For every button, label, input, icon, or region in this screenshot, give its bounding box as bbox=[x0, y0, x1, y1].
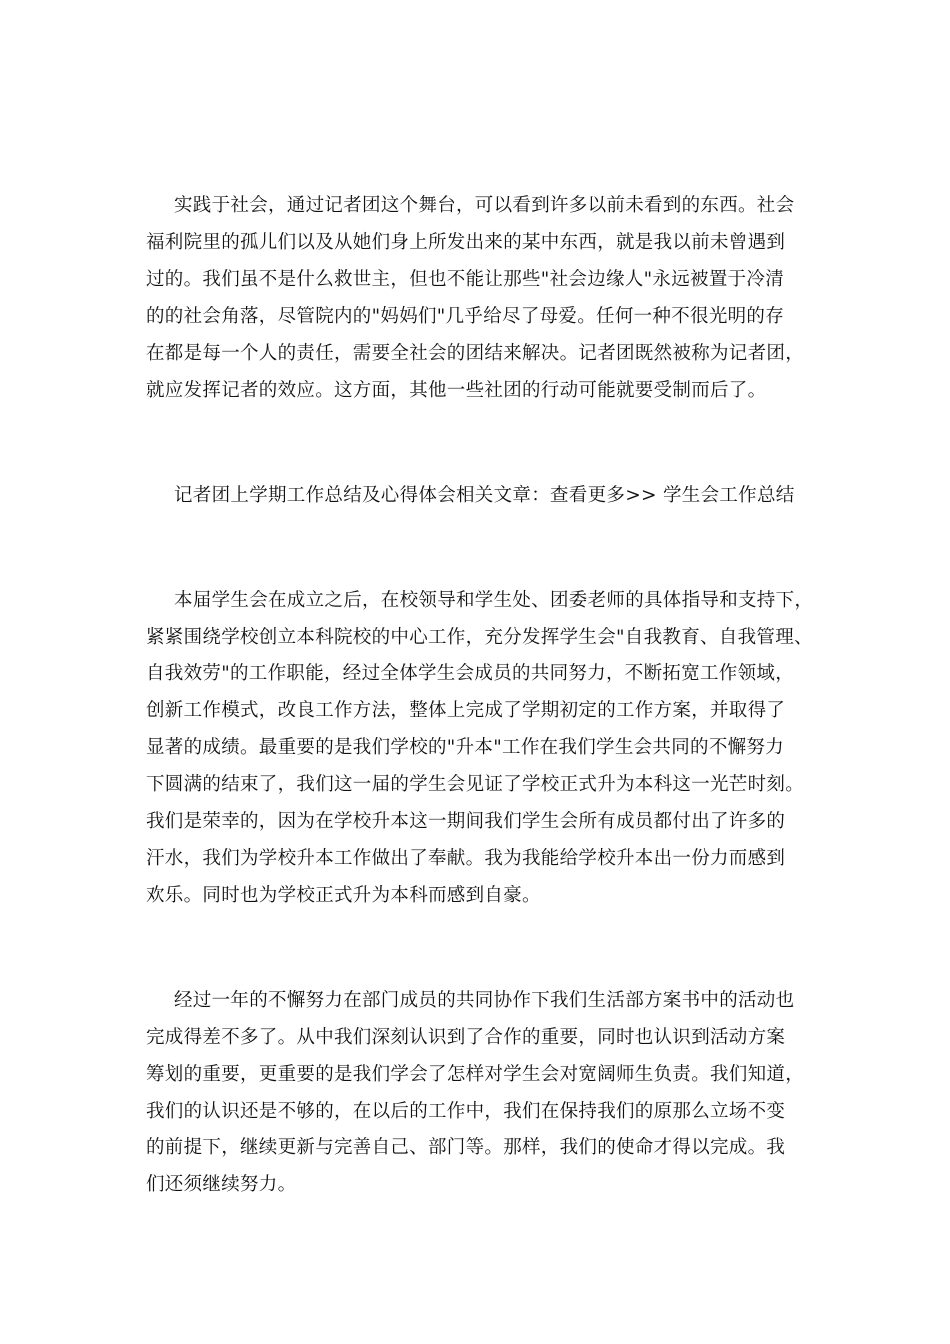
paragraph-1-line-3: 过的。我们虽不是什么救世主，但也不能让那些"社会边缘人"永远被置于冷清 bbox=[146, 269, 785, 290]
paragraph-3-line-2: 紧紧围绕学校创立本科院校的中心工作，充分发挥学生会"自我教育、自我管理、 bbox=[146, 627, 813, 648]
paragraph-1-line-2: 福利院里的孤儿们以及从她们身上所发出来的某中东西，就是我以前未曾遇到 bbox=[146, 232, 786, 253]
related-articles-line: 记者团上学期工作总结及心得体会相关文章：查看更多>> 学生会工作总结 bbox=[174, 485, 795, 506]
paragraph-1-line-6: 就应发挥记者的效应。这方面，其他一些社团的行动可能就要受制而后了。 bbox=[146, 380, 767, 401]
paragraph-3-line-8: 汗水，我们为学校升本工作做出了奉献。我为我能给学校升本出一份力而感到 bbox=[146, 848, 786, 869]
paragraph-4-line-5: 的前提下，继续更新与完善自己、部门等。那样，我们的使命才得以完成。我 bbox=[146, 1137, 786, 1158]
paragraph-3-line-6: 下圆满的结束了，我们这一届的学生会见证了学校正式升为本科这一光芒时刻。 bbox=[146, 774, 805, 795]
paragraph-3-line-3: 自我效劳"的工作职能，经过全体学生会成员的共同努力，不断拓宽工作领域， bbox=[146, 663, 795, 684]
paragraph-1-line-5: 在都是每一个人的责任，需要全社会的团结来解决。记者团既然被称为记者团， bbox=[146, 343, 805, 364]
paragraph-4-line-6: 们还须继续努力。 bbox=[146, 1174, 297, 1195]
paragraph-4-line-4: 我们的认识还是不够的，在以后的工作中，我们在保持我们的原那么立场不变 bbox=[146, 1101, 786, 1122]
paragraph-1-line-4: 的的社会角落，尽管院内的"妈妈们"几乎给尽了母爱。任何一种不很光明的存 bbox=[146, 306, 785, 327]
paragraph-3-line-9: 欢乐。同时也为学校正式升为本科而感到自豪。 bbox=[146, 885, 541, 906]
paragraph-4-line-3: 筹划的重要，更重要的是我们学会了怎样对学生会对宽阔师生负责。我们知道， bbox=[146, 1064, 805, 1085]
paragraph-3-line-7: 我们是荣幸的，因为在学校升本这一期间我们学生会所有成员都付出了许多的 bbox=[146, 811, 786, 832]
paragraph-3-line-5: 显著的成绩。最重要的是我们学校的"升本"工作在我们学生会共同的不懈努力 bbox=[146, 737, 785, 758]
paragraph-1-line-1: 实践于社会，通过记者团这个舞台，可以看到许多以前未看到的东西。社会 bbox=[174, 195, 795, 216]
paragraph-3-line-4: 创新工作模式，改良工作方法，整体上完成了学期初定的工作方案，并取得了 bbox=[146, 700, 786, 721]
paragraph-3-line-1: 本届学生会在成立之后，在校领导和学生处、团委老师的具体指导和支持下， bbox=[174, 590, 814, 611]
paragraph-4-line-2: 完成得差不多了。从中我们深刻认识到了合作的重要，同时也认识到活动方案 bbox=[146, 1027, 786, 1048]
paragraph-4-line-1: 经过一年的不懈努力在部门成员的共同协作下我们生活部方案书中的活动也 bbox=[174, 990, 795, 1011]
